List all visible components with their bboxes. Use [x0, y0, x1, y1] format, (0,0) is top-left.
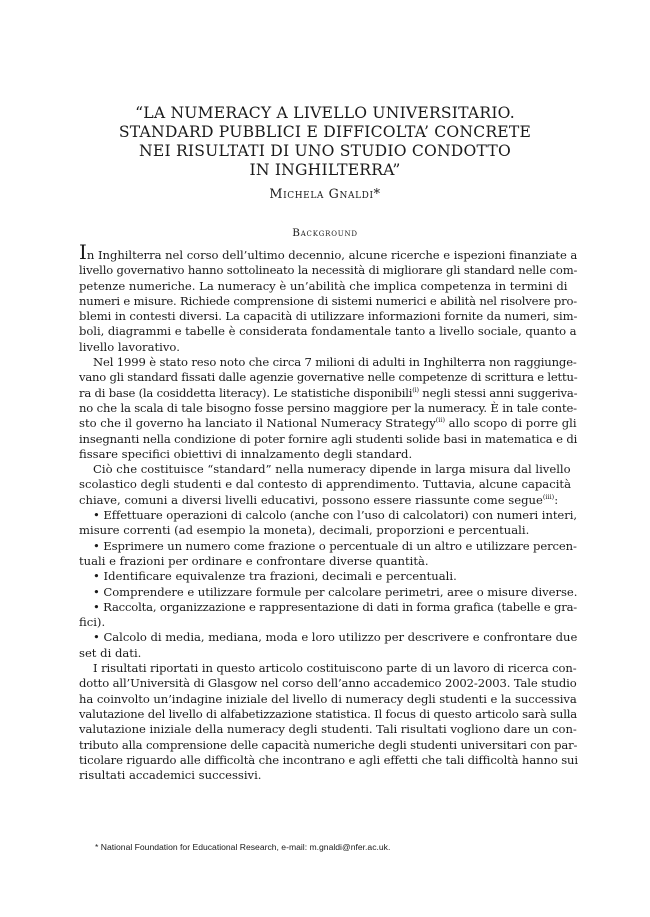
- author-name: Michela Gnaldi*: [269, 187, 381, 202]
- paragraph-3-text: chiave, comuni a diversi livelli educativi, possono essere riassunte come segue: [79, 492, 543, 507]
- paragraph-2-line: [79, 386, 577, 401]
- paragraph-3-text: :: [554, 492, 559, 507]
- paragraph-2-line: insegnanti nella condizione di poter fornire agli studenti solide basi in matematica e di: [79, 431, 578, 446]
- footnote-ref-i: (i): [412, 385, 419, 394]
- paragraph-4-line: valutazione del livello di alfabetizzazione statistica. Il focus di questo articolo sarà sulla: [79, 706, 577, 721]
- paragraph-4-line: ha coinvolto un’indagine iniziale del livello di numeracy degli studenti e la successiva: [79, 691, 577, 706]
- paragraph-1-text: n Inghilterra nel corso dell’ultimo decennio, alcune ricerche e ispezioni finanziate a: [86, 248, 578, 262]
- paragraph-2-text: negli stessi anni suggeriva-: [418, 385, 578, 400]
- paragraph-1-line: petenze numeriche. La numeracy è un’abilità che implica competenza in termini di: [79, 278, 568, 293]
- bullet-item: • Identificare equivalenze tra frazioni, decimali e percentuali.: [93, 569, 457, 584]
- paragraph-2-line: Nel 1999 è stato reso noto che circa 7 milioni di adulti in Inghilterra non raggiunge-: [93, 355, 577, 370]
- paragraph-1-line: boli, diagrammi e tabelle è considerata fondamentale tanto a livello sociale, quanto a: [79, 324, 577, 339]
- bullet-item-continuation: set di dati.: [79, 645, 142, 660]
- paragraph-3-line: Ciò che costituisce “standard” nella numeracy dipende in larga misura dal livello: [93, 462, 571, 477]
- paragraph-4-line: dotto all’Università di Glasgow nel corso dell’anno accademico 2002-2003. Tale studio: [79, 676, 577, 691]
- bullet-item: • Raccolta, organizzazione e rappresentazione di dati in forma grafica (tabelle e gra-: [93, 599, 578, 614]
- bullet-item-continuation: tuali e frazioni per ordinare e confrontare diverse quantità.: [79, 553, 429, 568]
- bullet-item-continuation: fici).: [79, 615, 106, 630]
- bullet-item: • Calcolo di media, mediana, moda e loro utilizzo per descrivere e confrontare due: [93, 630, 578, 645]
- paragraph-1-line: blemi in contesti diversi. La capacità di utilizzare informazioni fornite da numeri, sim-: [79, 309, 578, 324]
- paragraph-2-line: no che la scala di tale bisogno fosse persino maggiore per la numeracy. È in tale conte-: [79, 400, 577, 415]
- bullet-item: • Effettuare operazioni di calcolo (anche con l’uso di calcolatori) con numeri interi,: [93, 508, 577, 523]
- paragraph-1-line: numeri e misure. Richiede comprensione di sistemi numerici e abilità nel risolvere pro-: [79, 293, 577, 308]
- paragraph-2-line: [79, 416, 577, 431]
- footnote-ref-ii: (ii): [435, 416, 445, 425]
- paragraph-3-line: [79, 493, 577, 508]
- bullet-item: • Esprimere un numero come frazione o percentuale di un altro e utilizzare percen-: [93, 538, 577, 553]
- bullet-item-continuation: misure correnti (ad esempio la moneta), decimali, proporzioni e percentuali.: [79, 523, 530, 538]
- footnote-ref-iii: (iii): [542, 492, 555, 501]
- paragraph-2-line: fissare specifici obiettivi di innalzamento degli standard.: [79, 446, 413, 461]
- paragraph-4-line: valutazione iniziale della numeracy degli studenti. Tali risultati vogliono dare un con-: [79, 722, 577, 737]
- paragraph-2-text: allo scopo di porre gli: [444, 416, 577, 431]
- paragraph-2-text: sto che il governo ha lanciato il National Numeracy Strategy: [79, 416, 436, 431]
- paragraph-2-text: ra di base (la cosiddetta literacy). Le statistiche disponibili: [79, 385, 413, 400]
- paragraph-2-line: vano gli standard fissati dalle agenzie governative nelle competenze di scrittura e lettu-: [79, 370, 578, 385]
- article-body: [79, 240, 578, 783]
- paragraph-3-line: scolastico degli studenti e dal contesto di apprendimento. Tuttavia, alcune capacità: [79, 477, 571, 492]
- section-heading: Background: [292, 227, 358, 239]
- bullet-item: • Comprendere e utilizzare formule per calcolare perimetri, aree o misure diverse.: [93, 584, 578, 599]
- article-title: [80, 104, 570, 180]
- drop-cap: I: [79, 240, 87, 264]
- paragraph-4-line: risultati accademici successivi.: [79, 768, 262, 783]
- title-line-4: IN INGHILTERRA”: [249, 161, 401, 179]
- paragraph-1-line: livello lavorativo.: [79, 339, 180, 354]
- paragraph-1-line: livello governativo hanno sottolineato la necessità di migliorare gli standard nelle com-: [79, 263, 578, 278]
- paragraph-4-line: I risultati riportati in questo articolo costituiscono parte di un lavoro di ricerca con-: [93, 661, 577, 676]
- paragraph-1-line: [79, 240, 578, 264]
- paragraph-4-line: ticolare riguardo alle difficoltà che incontrano e agli effetti che tali difficoltà hanno sui: [79, 752, 578, 767]
- footnote: * National Foundation for Educational Research, e-mail: m.gnaldi@nfer.ac.uk.: [95, 842, 391, 852]
- paragraph-4-line: tributo alla comprensione delle capacità numeriche degli studenti universitari con par-: [79, 737, 578, 752]
- title-line-1: “LA NUMERACY A LIVELLO UNIVERSITARIO.: [135, 104, 515, 122]
- title-line-2: STANDARD PUBBLICI E DIFFICOLTA’ CONCRETE: [118, 123, 532, 141]
- title-line-3: NEI RISULTATI DI UNO STUDIO CONDOTTO: [139, 142, 511, 160]
